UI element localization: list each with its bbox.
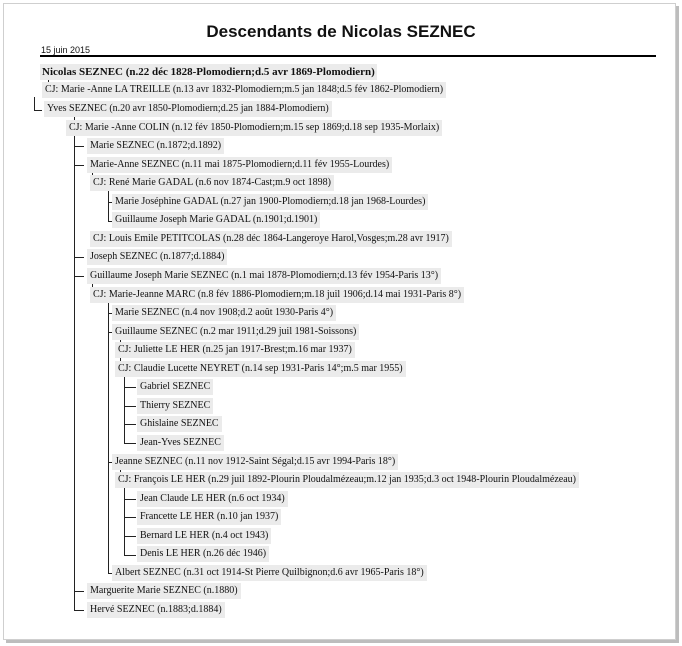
person-entry: Thierry SEZNEC [137,398,213,414]
tree-connector [74,165,84,166]
person-entry: Francette LE HER (n.10 jan 1937) [137,509,281,525]
person-entry: Jean Claude LE HER (n.6 oct 1934) [137,491,288,507]
tree-connector [124,517,136,518]
person-entry: Jeanne SEZNEC (n.11 nov 1912-Saint Ségal;d.15 avr 1994-Paris 18°) [112,454,398,470]
person-entry: Marie SEZNEC (n.4 nov 1908;d.2 août 1930-Paris 4°) [112,305,336,321]
page-title: Descendants de Nicolas SEZNEC [206,22,476,41]
person-entry: Marie Joséphine GADAL (n.27 jan 1900-Plomodiern;d.18 jan 1968-Lourdes) [112,194,428,210]
person-entry: Hervé SEZNEC (n.1883;d.1884) [87,602,225,618]
person-entry: Marguerite Marie SEZNEC (n.1880) [87,583,241,599]
person-entry: Gabriel SEZNEC [137,379,213,395]
tree-connector [34,97,35,110]
tree-connector [124,499,136,500]
page-frame [3,3,676,640]
tree-connector [74,610,84,611]
tree-connector [74,135,75,610]
tree-connector [108,191,109,221]
person-entry: Marie SEZNEC (n.1872;d.1892) [87,138,224,154]
tree-connector [124,424,136,425]
page-shadow-bottom [6,640,679,643]
spouse-entry: CJ: Marie -Anne COLIN (n.12 fév 1850-Plomodiern;m.15 sep 1869;d.18 sep 1935-Morlaix) [66,120,442,136]
person-entry: Guillaume SEZNEC (n.2 mar 1911;d.29 juil 1981-Soissons) [112,324,359,340]
tree-connector [108,302,109,573]
header-rule [40,55,656,57]
report-date: 15 juin 2015 [41,45,91,55]
spouse-entry: CJ: Claudie Lucette NEYRET (n.14 sep 1931-Paris 14°;m.5 mar 1955) [115,361,406,377]
tree-connector [124,443,136,444]
tree-connector [74,257,84,258]
tree-connector [74,591,84,592]
spouse-entry: CJ: Louis Emile PETITCOLAS (n.28 déc 1864-Langeroye Harol,Vosges;m.28 avr 1917) [90,231,452,247]
person-entry: Yves SEZNEC (n.20 avr 1850-Plomodiern;d.25 jan 1884-Plomodiern) [44,101,332,117]
tree-connector [124,406,136,407]
tree-connector [74,276,84,277]
tree-connector [74,146,84,147]
person-entry: Marie-Anne SEZNEC (n.11 mai 1875-Plomodiern;d.11 fév 1955-Lourdes) [87,157,392,173]
person-entry: Jean-Yves SEZNEC [137,435,224,451]
person-entry: Ghislaine SEZNEC [137,416,222,432]
tree-connector [124,536,136,537]
spouse-entry: CJ: René Marie GADAL (n.6 nov 1874-Cast;m.9 oct 1898) [90,175,334,191]
spouse-entry: CJ: François LE HER (n.29 juil 1892-Plourin Ploudalmézeau;m.12 jan 1935;d.3 oct 1948-Plourin Ploudalmézeau) [115,472,579,488]
tree-connector [34,110,42,111]
spouse-entry: CJ: Juliette LE HER (n.25 jan 1917-Brest;m.16 mar 1937) [115,342,355,358]
person-entry: Joseph SEZNEC (n.1877;d.1884) [87,249,227,265]
person-entry: Denis LE HER (n.26 déc 1946) [137,546,269,562]
person-entry: Guillaume Joseph Marie SEZNEC (n.1 mai 1878-Plomodiern;d.13 fév 1954-Paris 13°) [87,268,441,284]
page-shadow-right [676,6,679,643]
spouse-entry: CJ: Marie-Jeanne MARC (n.8 fév 1886-Plomodiern;m.18 juil 1906;d.14 mai 1931-Paris 8°) [90,287,464,303]
tree-connector [124,555,136,556]
person-entry: Bernard LE HER (n.4 oct 1943) [137,528,271,544]
tree-connector [124,387,136,388]
person-entry: Albert SEZNEC (n.31 oct 1914-St Pierre Quilbignon;d.6 avr 1965-Paris 18°) [112,565,427,581]
person-root: Nicolas SEZNEC (n.22 déc 1828-Plomodiern;d.5 avr 1869-Plomodiern) [42,66,375,78]
spouse-entry: CJ: Marie -Anne LA TREILLE (n.13 avr 1832-Plomodiern;m.5 jan 1848;d.5 fév 1862-Plomodiern) [42,82,446,98]
person-entry: Guillaume Joseph Marie GADAL (n.1901;d.1901) [112,212,320,228]
